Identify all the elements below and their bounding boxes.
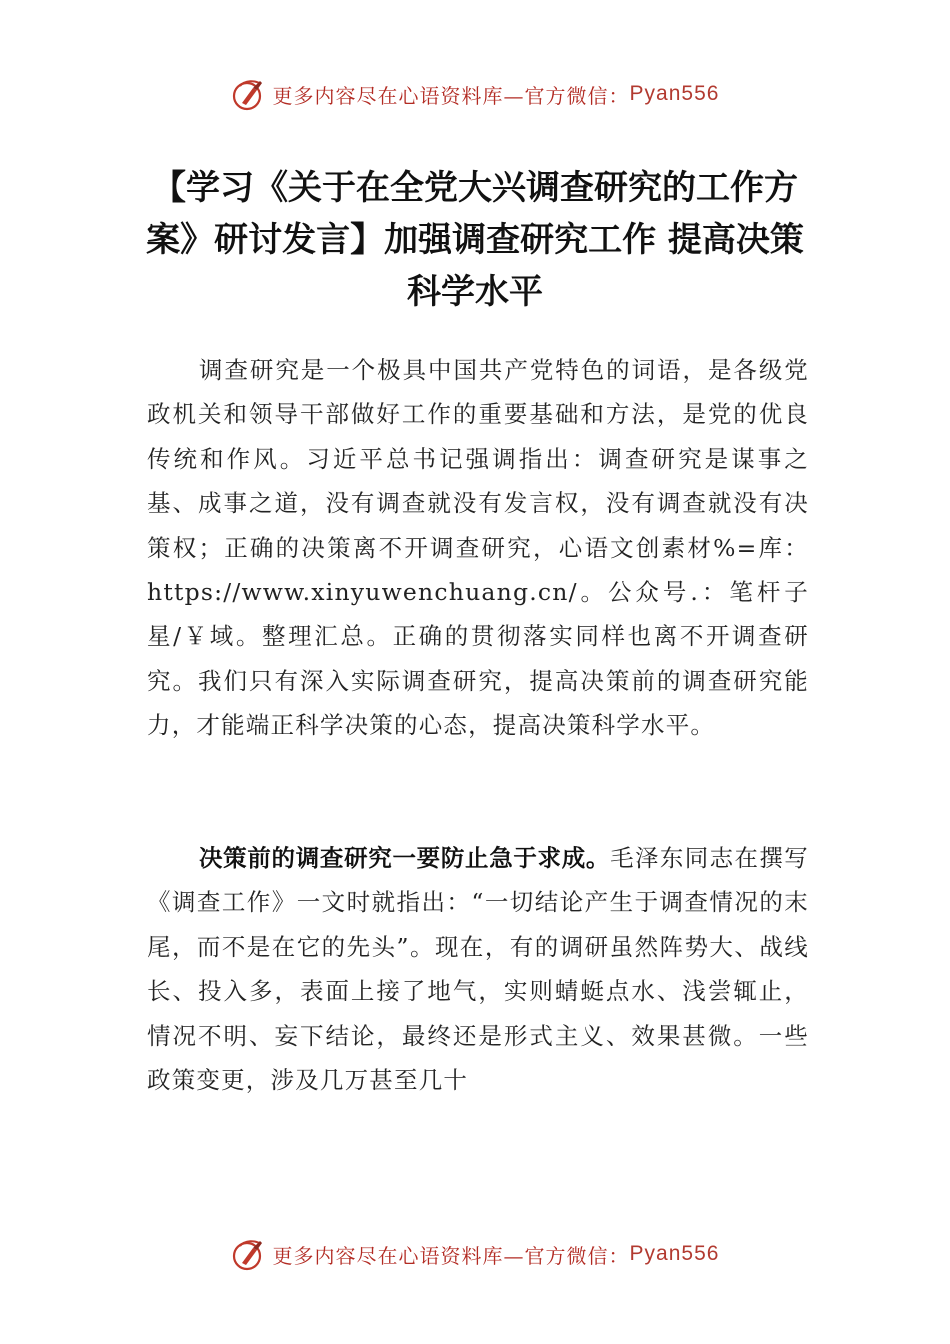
document-title: 【学习《关于在全党大兴调查研究的工作方案》研讨发言】加强调查研究工作 提高决策科学水平 [146,168,804,312]
banner-text: 更多内容尽在心语资料库—官方微信： [272,1243,630,1268]
banner-wechat-handle: Pyan556 [629,1242,720,1265]
banner-text: 更多内容尽在心语资料库—官方微信： [272,83,630,108]
paragraph-2-text: 毛泽东同志在撰写《调查工作》一文时就指出：“一切结论产生于调查情况的末尾，而不是在它的先头”。现在，有的调研虽然阵势大、战线长、投入多，表面上接了地气，实则蜻蜓点水、浅尝辄止，情况不明、妄下结论，最终还是形式主义、效果甚微。一些政策变更，涉及几万甚至几十 [147,844,810,1095]
banner-wechat-handle: Pyan556 [629,82,720,105]
header-banner [0,72,950,116]
paragraph-2 [147,836,809,1102]
paragraph-1-text: 调查研究是一个极具中国共产党特色的词语，是各级党政机关和领导干部做好工作的重要基础和方法，是党的优良传统和作风。习近平总书记强调指出：调查研究是谋事之基、成事之道，没有调查就没有发言权，没有调查就没有决策权；正确的决策离不开调查研究，心语文创素材%=库：https://www.xinyuwenchuang.cn/。公众号.：笔杆子星/￥域。整理汇总。正确的贯彻落实同样也离不开调查研究。我们只有深入实际调查研究，提高决策前的调查研究能力，才能端正科学决策的心态，提高决策科学水平。 [147,356,809,740]
paragraph-2-lead: 决策前的调查研究一要防止急于求成。 [199,844,611,872]
footer-banner [0,1232,950,1276]
paragraph-1 [147,348,809,748]
logo-icon [231,1236,267,1272]
logo-icon [231,76,267,112]
